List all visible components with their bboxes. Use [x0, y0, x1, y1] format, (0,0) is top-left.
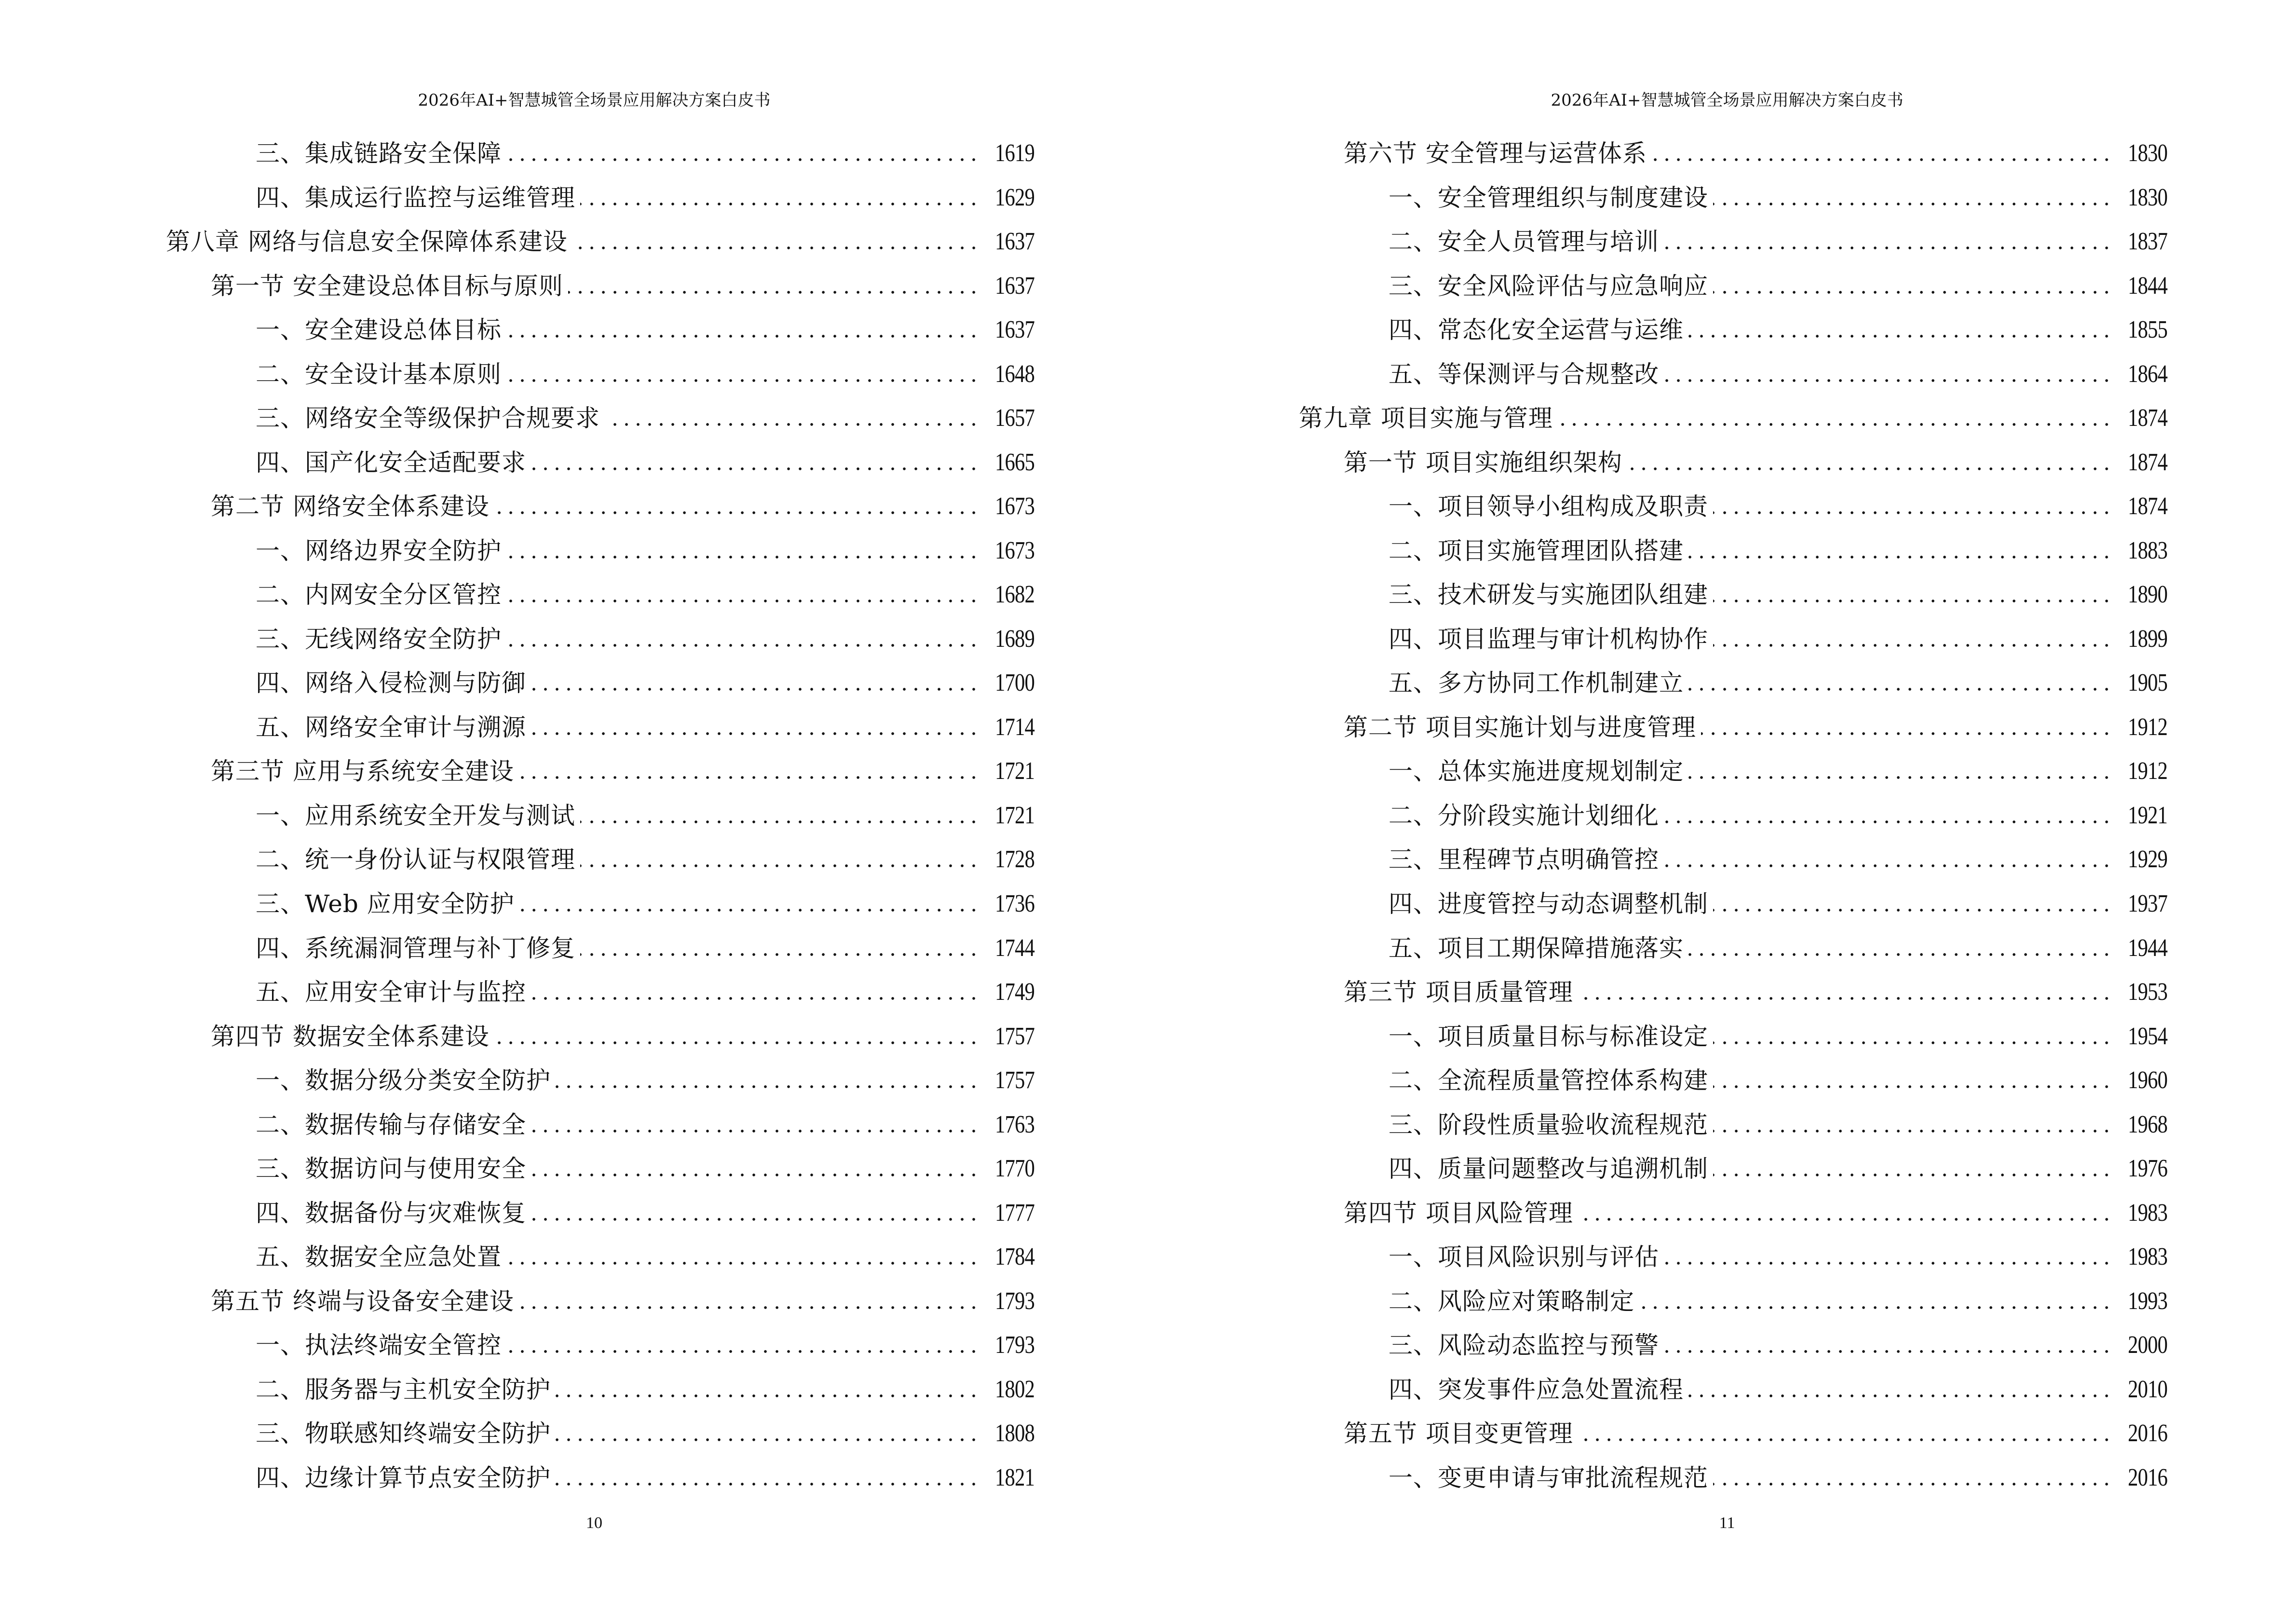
toc-entry-title: 三、无线网络安全防护 [256, 625, 502, 653]
toc-entry-title: 第二节 项目实施计划与进度管理 [1344, 713, 1696, 741]
toc-entry-item[interactable] [1389, 315, 2167, 344]
dot-leader [1713, 625, 2112, 654]
toc-entry-page-number: 1921 [2128, 801, 2167, 829]
toc-entry-section[interactable] [211, 492, 1035, 521]
toc-entry-title: 一、数据分级分类安全防护 [256, 1066, 551, 1095]
toc-entry-item[interactable] [256, 1463, 1035, 1492]
toc-entry-page-number: 1830 [2128, 139, 2167, 167]
toc-entry-item[interactable] [256, 1199, 1035, 1228]
dot-leader [1688, 934, 2112, 963]
dot-leader [605, 404, 980, 433]
toc-entry-page-number: 1744 [995, 934, 1035, 962]
dot-leader [580, 934, 980, 963]
toc-entry-title: 二、安全设计基本原则 [256, 360, 502, 388]
toc-entry-title: 四、集成运行监控与运维管理 [256, 183, 575, 212]
toc-entry-title: 四、数据备份与灾难恢复 [256, 1199, 526, 1227]
toc-entry-title: 五、应用安全审计与监控 [256, 978, 526, 1007]
dot-leader [1578, 1419, 2112, 1448]
toc-entry-item[interactable] [1389, 934, 2167, 963]
toc-entry-item[interactable] [256, 1375, 1035, 1404]
toc-entry-item[interactable] [1389, 1375, 2167, 1404]
toc-entry-title: 一、安全建设总体目标 [256, 316, 502, 344]
dot-leader [531, 978, 980, 1007]
dot-leader [1688, 536, 2112, 565]
dot-leader [494, 492, 980, 521]
toc-entry-page-number: 1682 [995, 581, 1035, 609]
toc-entry-title: 二、服务器与主机安全防护 [256, 1375, 551, 1404]
toc-entry-page-number: 1657 [995, 404, 1035, 432]
toc-entry-page-number: 1960 [2128, 1066, 2167, 1094]
toc-entry-page-number: 2016 [2128, 1419, 2167, 1447]
dot-leader [1713, 889, 2112, 918]
toc-entry-page-number: 1821 [995, 1463, 1035, 1491]
toc-entry-title: 四、常态化安全运营与运维 [1389, 316, 1684, 344]
toc-entry-page-number: 1763 [995, 1110, 1035, 1138]
toc-entry-item[interactable] [256, 845, 1035, 874]
toc-entry-page-number: 1793 [995, 1331, 1035, 1359]
dot-leader [1664, 360, 2112, 389]
toc-entry-title: 第一节 安全建设总体目标与原则 [211, 272, 563, 300]
toc-entry-item[interactable] [1389, 1287, 2167, 1316]
toc-entry-item[interactable] [256, 315, 1035, 344]
dot-leader [1701, 713, 2112, 742]
toc-entry-item[interactable] [256, 669, 1035, 697]
toc-entry-section[interactable] [1344, 1199, 2167, 1228]
dot-leader [580, 801, 980, 830]
toc-entry-item[interactable] [256, 580, 1035, 609]
toc-entry-item[interactable] [256, 1242, 1035, 1271]
toc-entry-title: 三、技术研发与实施团队组建 [1389, 581, 1708, 609]
toc-entry-page-number: 1968 [2128, 1110, 2167, 1138]
toc-entry-title: 五、网络安全审计与溯源 [256, 713, 526, 741]
toc-entry-title: 一、执法终端安全管控 [256, 1331, 502, 1360]
toc-entry-page-number: 1899 [2128, 625, 2167, 653]
toc-entry-page-number: 1777 [995, 1199, 1035, 1227]
toc-entry-chapter[interactable] [1299, 404, 2167, 433]
toc-entry-section[interactable] [1344, 713, 2167, 742]
dot-leader [580, 183, 980, 212]
toc-entry-item[interactable] [1389, 536, 2167, 565]
toc-entry-title: 四、进度管控与动态调整机制 [1389, 890, 1708, 918]
toc-entry-page-number: 1637 [995, 272, 1035, 300]
dot-leader [1713, 183, 2112, 212]
toc-entry-item[interactable] [1389, 492, 2167, 521]
toc-entry-item[interactable] [1389, 1110, 2167, 1139]
toc-entry-title: 第六节 安全管理与运营体系 [1344, 139, 1647, 167]
dot-leader [572, 227, 980, 256]
toc-entry-title: 四、突发事件应急处置流程 [1389, 1375, 1684, 1404]
toc-entry-section[interactable] [211, 757, 1035, 786]
toc-entry-item[interactable] [1389, 360, 2167, 389]
toc-entry-item[interactable] [1389, 227, 2167, 256]
dot-leader [1713, 1110, 2112, 1139]
toc-entry-item[interactable] [256, 889, 1035, 918]
toc-entry-title: 五、数据安全应急处置 [256, 1243, 502, 1271]
dot-leader [1713, 1022, 2112, 1051]
toc-entry-item[interactable] [1389, 1022, 2167, 1051]
toc-entry-page-number: 1844 [2128, 272, 2167, 300]
dot-leader [556, 1419, 980, 1448]
dot-leader [506, 139, 980, 168]
toc-entry-item[interactable] [1389, 183, 2167, 212]
dot-leader [506, 580, 980, 609]
toc-entry-item[interactable] [1389, 889, 2167, 918]
toc-entry-page-number: 2010 [2128, 1375, 2167, 1403]
toc-entry-page-number: 1983 [2128, 1199, 2167, 1227]
toc-entry-item[interactable] [1389, 1066, 2167, 1095]
toc-entry-item[interactable] [1389, 669, 2167, 697]
dot-leader [506, 625, 980, 654]
toc-entry-page-number: 1673 [995, 536, 1035, 564]
dot-leader [1713, 1066, 2112, 1095]
toc-entry-page-number: 1619 [995, 139, 1035, 167]
dot-leader [1713, 1154, 2112, 1183]
toc-entry-item[interactable] [256, 978, 1035, 1007]
toc-entry-section[interactable] [1344, 448, 2167, 477]
toc-entry-title: 一、网络边界安全防护 [256, 536, 502, 565]
toc-entry-title: 第四节 项目风险管理 [1344, 1199, 1573, 1227]
toc-entry-section[interactable] [211, 1287, 1035, 1316]
toc-entry-page-number: 1993 [2128, 1287, 2167, 1315]
toc-entry-page-number: 1637 [995, 228, 1035, 256]
dot-leader [1688, 669, 2112, 697]
toc-entry-page-number: 1757 [995, 1022, 1035, 1050]
toc-entry-item[interactable] [1389, 272, 2167, 300]
toc-entry-page-number: 1830 [2128, 183, 2167, 211]
toc-entry-title: 二、风险应对策略制定 [1389, 1287, 1634, 1315]
right-page [1133, 0, 2276, 1624]
dot-leader [531, 713, 980, 742]
toc-entry-page-number: 1689 [995, 625, 1035, 653]
toc-entry-title: 四、网络入侵检测与防御 [256, 669, 526, 697]
toc-entry-item[interactable] [256, 1110, 1035, 1139]
toc-entry-title: 五、等保测评与合规整改 [1389, 360, 1659, 388]
toc-entry-title: 一、总体实施进度规划制定 [1389, 757, 1684, 786]
toc-entry-section[interactable] [1344, 1419, 2167, 1448]
toc-entry-page-number: 1721 [995, 757, 1035, 785]
toc-entry-item[interactable] [1389, 1154, 2167, 1183]
toc-entry-page-number: 1937 [2128, 890, 2167, 917]
toc-entry-title: 四、系统漏洞管理与补丁修复 [256, 934, 575, 962]
toc-entry-section[interactable] [211, 1022, 1035, 1051]
toc-entry-title: 一、应用系统安全开发与测试 [256, 801, 575, 830]
dot-leader [506, 360, 980, 389]
dot-leader [556, 1463, 980, 1492]
dot-leader [531, 448, 980, 477]
toc-entry-title: 第一节 项目实施组织架构 [1344, 448, 1622, 477]
toc-entry-item[interactable] [256, 1331, 1035, 1360]
dot-leader [519, 757, 980, 786]
toc-entry-item[interactable] [256, 625, 1035, 654]
toc-entry-item[interactable] [256, 934, 1035, 963]
toc-entry-title: 二、内网安全分区管控 [256, 581, 502, 609]
toc-entry-page-number: 1736 [995, 890, 1035, 917]
toc-entry-item[interactable] [256, 1154, 1035, 1183]
dot-leader [1664, 801, 2112, 830]
toc-entry-page-number: 1793 [995, 1287, 1035, 1315]
running-header: 2026年AI+智慧城管全场景应用解决方案白皮书 [1551, 91, 1904, 110]
dot-leader [531, 669, 980, 697]
toc-entry-section[interactable] [1344, 978, 2167, 1007]
dot-leader [1713, 492, 2112, 521]
toc-entry-title: 第五节 项目变更管理 [1344, 1419, 1573, 1448]
dot-leader [1652, 139, 2112, 168]
toc-entry-title: 第九章 项目实施与管理 [1299, 404, 1553, 433]
toc-entry-page-number: 1757 [995, 1066, 1035, 1094]
dot-leader [506, 315, 980, 344]
toc-entry-title: 一、变更申请与审批流程规范 [1389, 1463, 1708, 1492]
toc-entry-title: 一、安全管理组织与制度建设 [1389, 183, 1708, 212]
toc-entry-item[interactable] [256, 360, 1035, 389]
dot-leader [1713, 1463, 2112, 1492]
toc-entry-page-number: 1637 [995, 316, 1035, 344]
page-number: 10 [586, 1514, 602, 1532]
toc-entry-item[interactable] [1389, 1242, 2167, 1271]
toc-entry-title: 三、安全风险评估与应急响应 [1389, 272, 1708, 300]
toc-entry-title: 二、数据传输与存储安全 [256, 1110, 526, 1139]
toc-entry-page-number: 1714 [995, 713, 1035, 741]
dot-leader [568, 272, 980, 300]
toc-entry-page-number: 1673 [995, 492, 1035, 520]
toc-entry-page-number: 1629 [995, 183, 1035, 211]
toc-entry-item[interactable] [1389, 625, 2167, 654]
dot-leader [506, 536, 980, 565]
dot-leader [1578, 1199, 2112, 1228]
dot-leader [1664, 227, 2112, 256]
toc-entry-title: 三、里程碑节点明确管控 [1389, 846, 1659, 874]
toc-entry-title: 一、项目风险识别与评估 [1389, 1243, 1659, 1271]
toc-entry-title: 二、全流程质量管控体系构建 [1389, 1066, 1708, 1095]
toc-entry-page-number: 2016 [2128, 1463, 2167, 1491]
toc-entry-page-number: 1648 [995, 360, 1035, 388]
toc-entry-item[interactable] [1389, 1463, 2167, 1492]
dot-leader [519, 889, 980, 918]
toc-entry-page-number: 1749 [995, 978, 1035, 1006]
toc-entry-item[interactable] [256, 713, 1035, 742]
dot-leader [531, 1110, 980, 1139]
toc-entry-page-number: 1802 [995, 1375, 1035, 1403]
toc-entry-page-number: 1784 [995, 1243, 1035, 1271]
toc-entry-page-number: 1883 [2128, 536, 2167, 564]
toc-entry-title: 三、Web 应用安全防护 [256, 890, 515, 918]
dot-leader [1578, 978, 2112, 1007]
toc-entry-title: 第八章 网络与信息安全保障体系建设 [166, 228, 568, 256]
dot-leader [1688, 315, 2112, 344]
toc-entry-item[interactable] [256, 448, 1035, 477]
toc-entry-page-number: 1665 [995, 448, 1035, 476]
toc-entry-item[interactable] [256, 404, 1035, 433]
toc-entry-page-number: 1808 [995, 1419, 1035, 1447]
toc-entry-title: 第三节 项目质量管理 [1344, 978, 1573, 1007]
toc-entry-page-number: 1874 [2128, 492, 2167, 520]
toc-entry-page-number: 1954 [2128, 1022, 2167, 1050]
toc-entry-page-number: 1890 [2128, 581, 2167, 609]
toc-entry-title: 四、边缘计算节点安全防护 [256, 1463, 551, 1492]
toc-entry-item[interactable] [1389, 580, 2167, 609]
toc-entry-item[interactable] [256, 1066, 1035, 1095]
toc-entry-title: 三、数据访问与使用安全 [256, 1155, 526, 1183]
toc-entry-page-number: 1929 [2128, 846, 2167, 873]
dot-leader [1664, 1331, 2112, 1360]
toc-entry-section[interactable] [1344, 139, 2167, 168]
dot-leader [1627, 448, 2112, 477]
toc-entry-title: 四、质量问题整改与追溯机制 [1389, 1155, 1708, 1183]
toc-entry-title: 三、物联感知终端安全防护 [256, 1419, 551, 1448]
toc-entry-title: 三、集成链路安全保障 [256, 139, 502, 167]
toc-entry-item[interactable] [1389, 845, 2167, 874]
toc-entry-item[interactable] [256, 183, 1035, 212]
toc-entry-title: 四、项目监理与审计机构协作 [1389, 625, 1708, 653]
toc-entry-page-number: 1983 [2128, 1243, 2167, 1271]
dot-leader [1713, 272, 2112, 300]
toc-entry-title: 第五节 终端与设备安全建设 [211, 1287, 514, 1315]
running-header: 2026年AI+智慧城管全场景应用解决方案白皮书 [418, 91, 771, 110]
toc-entry-title: 第四节 数据安全体系建设 [211, 1022, 490, 1051]
toc-entry-item[interactable] [256, 801, 1035, 830]
toc-entry-title: 第三节 应用与系统安全建设 [211, 757, 514, 786]
toc-entry-page-number: 1874 [2128, 404, 2167, 432]
dot-leader [519, 1287, 980, 1316]
toc-entry-page-number: 1976 [2128, 1155, 2167, 1183]
toc-entry-title: 一、项目质量目标与标准设定 [1389, 1022, 1708, 1051]
toc-entry-page-number: 1728 [995, 846, 1035, 873]
toc-entry-title: 三、网络安全等级保护合规要求 [256, 404, 600, 433]
toc-entry-page-number: 1864 [2128, 360, 2167, 388]
dot-leader [506, 1242, 980, 1271]
dot-leader [1713, 580, 2112, 609]
toc-entry-page-number: 1837 [2128, 228, 2167, 256]
dot-leader [531, 1154, 980, 1183]
toc-entry-title: 五、多方协同工作机制建立 [1389, 669, 1684, 697]
dot-leader [1558, 404, 2112, 433]
dot-leader [556, 1066, 980, 1095]
toc-entry-item[interactable] [1389, 801, 2167, 830]
toc-entry-title: 二、安全人员管理与培训 [1389, 228, 1659, 256]
dot-leader [556, 1375, 980, 1404]
dot-leader [506, 1331, 980, 1360]
toc-entry-title: 二、统一身份认证与权限管理 [256, 846, 575, 874]
toc-entry-page-number: 2000 [2128, 1331, 2167, 1359]
dot-leader [494, 1022, 980, 1051]
toc-entry-page-number: 1944 [2128, 934, 2167, 962]
toc-entry-section[interactable] [211, 272, 1035, 300]
dot-leader [531, 1199, 980, 1228]
toc-entry-page-number: 1874 [2128, 448, 2167, 476]
dot-leader [1664, 845, 2112, 874]
toc-entry-page-number: 1770 [995, 1155, 1035, 1183]
dot-leader [1688, 757, 2112, 786]
toc-entry-item[interactable] [256, 1419, 1035, 1448]
toc-entry-item[interactable] [256, 139, 1035, 168]
toc-entry-page-number: 1953 [2128, 978, 2167, 1006]
toc-entry-item[interactable] [256, 536, 1035, 565]
toc-entry-page-number: 1905 [2128, 669, 2167, 697]
toc-entry-title: 三、风险动态监控与预警 [1389, 1331, 1659, 1360]
toc-entry-item[interactable] [1389, 757, 2167, 786]
dot-leader [1688, 1375, 2112, 1404]
dot-leader [1664, 1242, 2112, 1271]
toc-entry-page-number: 1855 [2128, 316, 2167, 344]
toc-entry-title: 第二节 网络安全体系建设 [211, 492, 490, 521]
toc-entry-page-number: 1912 [2128, 713, 2167, 741]
toc-entry-page-number: 1700 [995, 669, 1035, 697]
toc-entry-title: 五、项目工期保障措施落实 [1389, 934, 1684, 962]
toc-entry-title: 二、项目实施管理团队搭建 [1389, 536, 1684, 565]
toc-entry-title: 三、阶段性质量验收流程规范 [1389, 1110, 1708, 1139]
dot-leader [1639, 1287, 2112, 1316]
toc-entry-chapter[interactable] [166, 227, 1035, 256]
toc-entry-page-number: 1721 [995, 801, 1035, 829]
page-number: 11 [1719, 1514, 1735, 1532]
dot-leader [580, 845, 980, 874]
toc-entry-title: 二、分阶段实施计划细化 [1389, 801, 1659, 830]
toc-entry-title: 四、国产化安全适配要求 [256, 448, 526, 477]
toc-entry-title: 一、项目领导小组构成及职责 [1389, 492, 1708, 521]
toc-entry-item[interactable] [1389, 1331, 2167, 1360]
toc-entry-page-number: 1912 [2128, 757, 2167, 785]
